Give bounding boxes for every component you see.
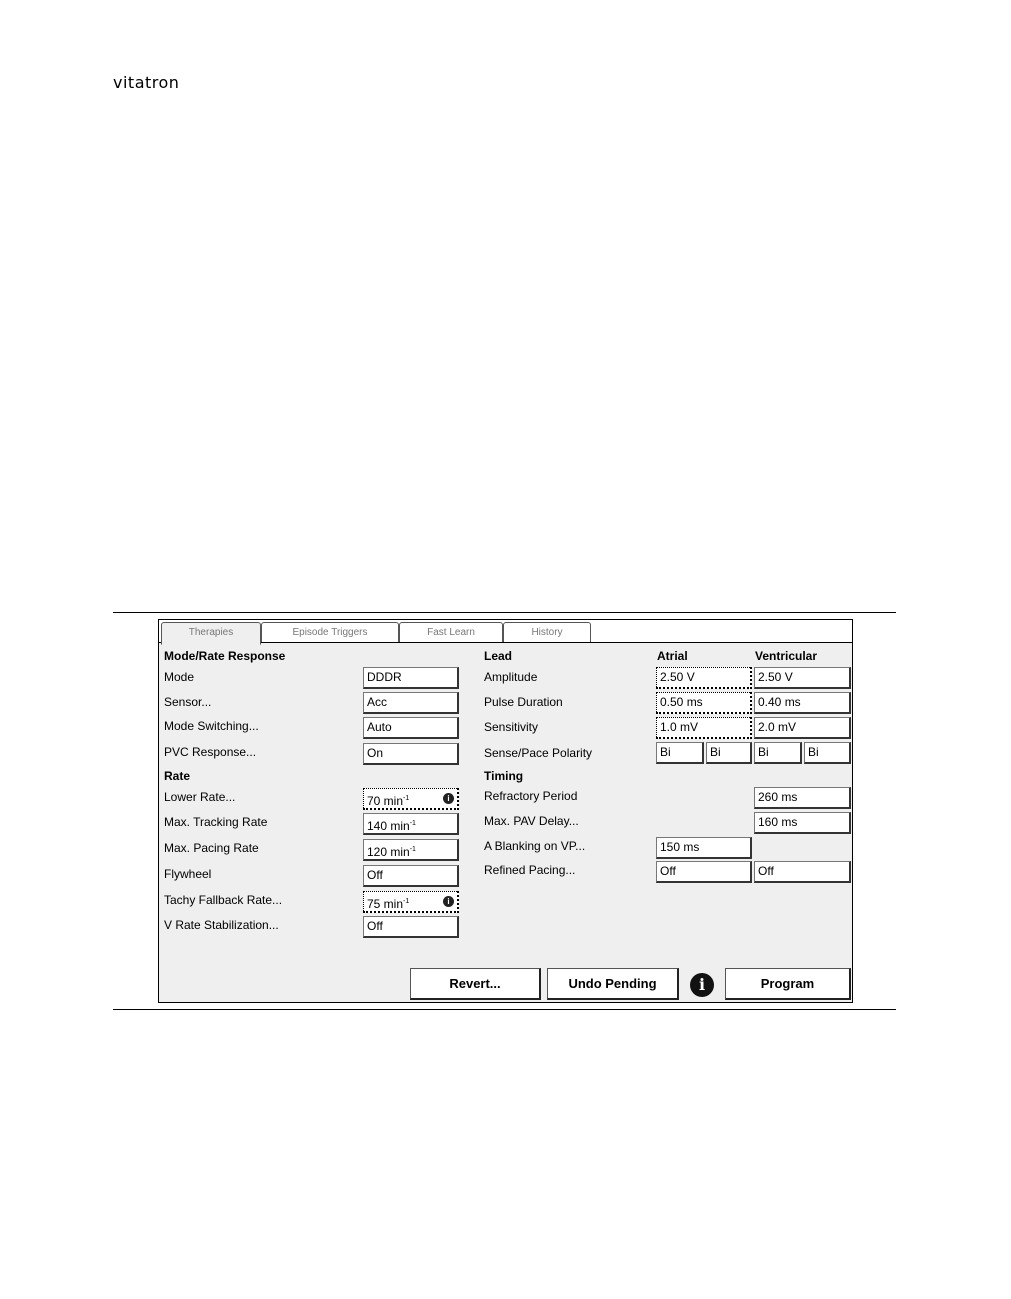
sensitivity-ventricular-value: 2.0 mV (758, 720, 797, 734)
column-atrial: Atrial (657, 649, 688, 663)
ventricular-sense-polarity-value: Bi (758, 745, 769, 759)
tachy-fallback-rate-value: 75 min (367, 897, 404, 911)
flywheel-label: Flywheel (164, 867, 212, 881)
a-blanking-atrial-field[interactable] (656, 837, 752, 859)
refractory-period-label: Refractory Period (484, 789, 578, 803)
mode-switching-value: Auto (367, 720, 392, 734)
refined-pacing-ventricular-field[interactable] (754, 861, 851, 883)
flywheel-field[interactable] (363, 865, 459, 887)
tab-therapies[interactable]: Therapies (161, 622, 261, 645)
column-ventricular: Ventricular (755, 649, 818, 663)
max-pacing-rate-unit-exponent: -1 (409, 846, 416, 853)
mode-switching-field[interactable] (363, 717, 459, 739)
programmer-screen (158, 619, 853, 1003)
revert-button[interactable]: Revert... (410, 968, 541, 1000)
amplitude-label: Amplitude (484, 670, 538, 684)
v-rate-stabilization-value: Off (367, 919, 383, 933)
flywheel-value: Off (367, 868, 383, 882)
tachy-fallback-rate-field[interactable] (363, 891, 459, 913)
brand-logo: vitatron (113, 73, 180, 92)
pulse-duration-atrial-field[interactable] (656, 692, 752, 714)
pvc-response-value: On (367, 746, 384, 760)
refined-pacing-atrial-value: Off (660, 864, 676, 878)
refined-pacing-label: Refined Pacing... (484, 863, 576, 877)
tab-fast-learn[interactable]: Fast Learn (399, 622, 503, 642)
undo-pending-button[interactable]: Undo Pending (547, 968, 679, 1000)
max-pav-delay-field[interactable] (754, 812, 851, 834)
atrial-pace-polarity-value: Bi (710, 745, 721, 759)
mode-value: DDDR (367, 670, 402, 684)
sensitivity-label: Sensitivity (484, 720, 539, 734)
amplitude-ventricular-field[interactable] (754, 667, 851, 689)
pulse-duration-label: Pulse Duration (484, 695, 563, 709)
max-tracking-rate-field[interactable] (363, 813, 459, 835)
a-blanking-label: A Blanking on VP... (484, 839, 586, 853)
ventricular-pace-polarity-field[interactable] (804, 742, 851, 764)
mode-field[interactable] (363, 667, 459, 689)
section-mode-rate-response: Mode/Rate Response (164, 649, 286, 663)
ventricular-sense-polarity-field[interactable] (754, 742, 802, 764)
ventricular-pace-polarity-value: Bi (808, 745, 819, 759)
refined-pacing-ventricular-value: Off (758, 864, 774, 878)
refractory-period-value: 260 ms (758, 790, 798, 804)
sensor-label: Sensor... (164, 695, 212, 709)
max-tracking-rate-value: 140 min (367, 819, 410, 833)
mode-switching-label: Mode Switching... (164, 719, 259, 733)
max-pav-delay-value: 160 ms (758, 815, 798, 829)
atrial-sense-polarity-value: Bi (660, 745, 671, 759)
refractory-period-field[interactable] (754, 787, 851, 809)
refined-pacing-atrial-field[interactable] (656, 861, 752, 883)
amplitude-atrial-field[interactable] (656, 667, 752, 689)
sensitivity-atrial-value: 1.0 mV (660, 720, 699, 734)
info-icon[interactable]: i (690, 973, 714, 997)
sense-pace-polarity-label: Sense/Pace Polarity (484, 746, 593, 760)
pvc-response-field[interactable] (363, 743, 459, 765)
sensor-value: Acc (367, 695, 388, 709)
atrial-pace-polarity-field[interactable] (706, 742, 752, 764)
atrial-sense-polarity-field[interactable] (656, 742, 704, 764)
section-lead: Lead (484, 649, 513, 663)
pulse-duration-ventricular-field[interactable] (754, 692, 851, 714)
section-rate: Rate (164, 769, 191, 783)
max-pav-delay-label: Max. PAV Delay... (484, 814, 579, 828)
amplitude-ventricular-value: 2.50 V (758, 670, 793, 684)
lower-rate-unit-exponent: -1 (403, 795, 410, 802)
v-rate-stabilization-label: V Rate Stabilization... (164, 918, 279, 932)
tab-history[interactable]: History (503, 622, 591, 642)
sensitivity-ventricular-field[interactable] (754, 717, 851, 739)
amplitude-atrial-value: 2.50 V (660, 670, 695, 684)
divider-top (113, 612, 896, 613)
max-tracking-rate-unit-exponent: -1 (409, 820, 416, 827)
sensor-field[interactable] (363, 692, 459, 714)
a-blanking-atrial-value: 150 ms (660, 840, 700, 854)
max-tracking-rate-label: Max. Tracking Rate (164, 815, 268, 829)
section-timing: Timing (484, 769, 524, 783)
info-circle-icon: i (443, 896, 454, 907)
tab-episode-triggers[interactable]: Episode Triggers (261, 622, 399, 642)
lower-rate-label: Lower Rate... (164, 790, 236, 804)
max-pacing-rate-value: 120 min (367, 845, 410, 859)
tachy-fallback-rate-label: Tachy Fallback Rate... (164, 893, 283, 907)
max-pacing-rate-label: Max. Pacing Rate (164, 841, 259, 855)
tachy-fallback-rate-unit-exponent: -1 (403, 898, 410, 905)
sensitivity-atrial-field[interactable] (656, 717, 752, 739)
lower-rate-value: 70 min (367, 794, 404, 808)
lower-rate-field[interactable] (363, 788, 459, 810)
divider-bottom (113, 1009, 896, 1010)
pulse-duration-ventricular-value: 0.40 ms (758, 695, 801, 709)
v-rate-stabilization-field[interactable] (363, 916, 459, 938)
pulse-duration-atrial-value: 0.50 ms (660, 695, 703, 709)
max-pacing-rate-field[interactable] (363, 839, 459, 861)
info-circle-icon: i (443, 793, 454, 804)
program-button[interactable]: Program (725, 968, 851, 1000)
mode-label: Mode (164, 670, 195, 684)
tab-bar (159, 620, 852, 643)
pvc-response-label: PVC Response... (164, 745, 257, 759)
